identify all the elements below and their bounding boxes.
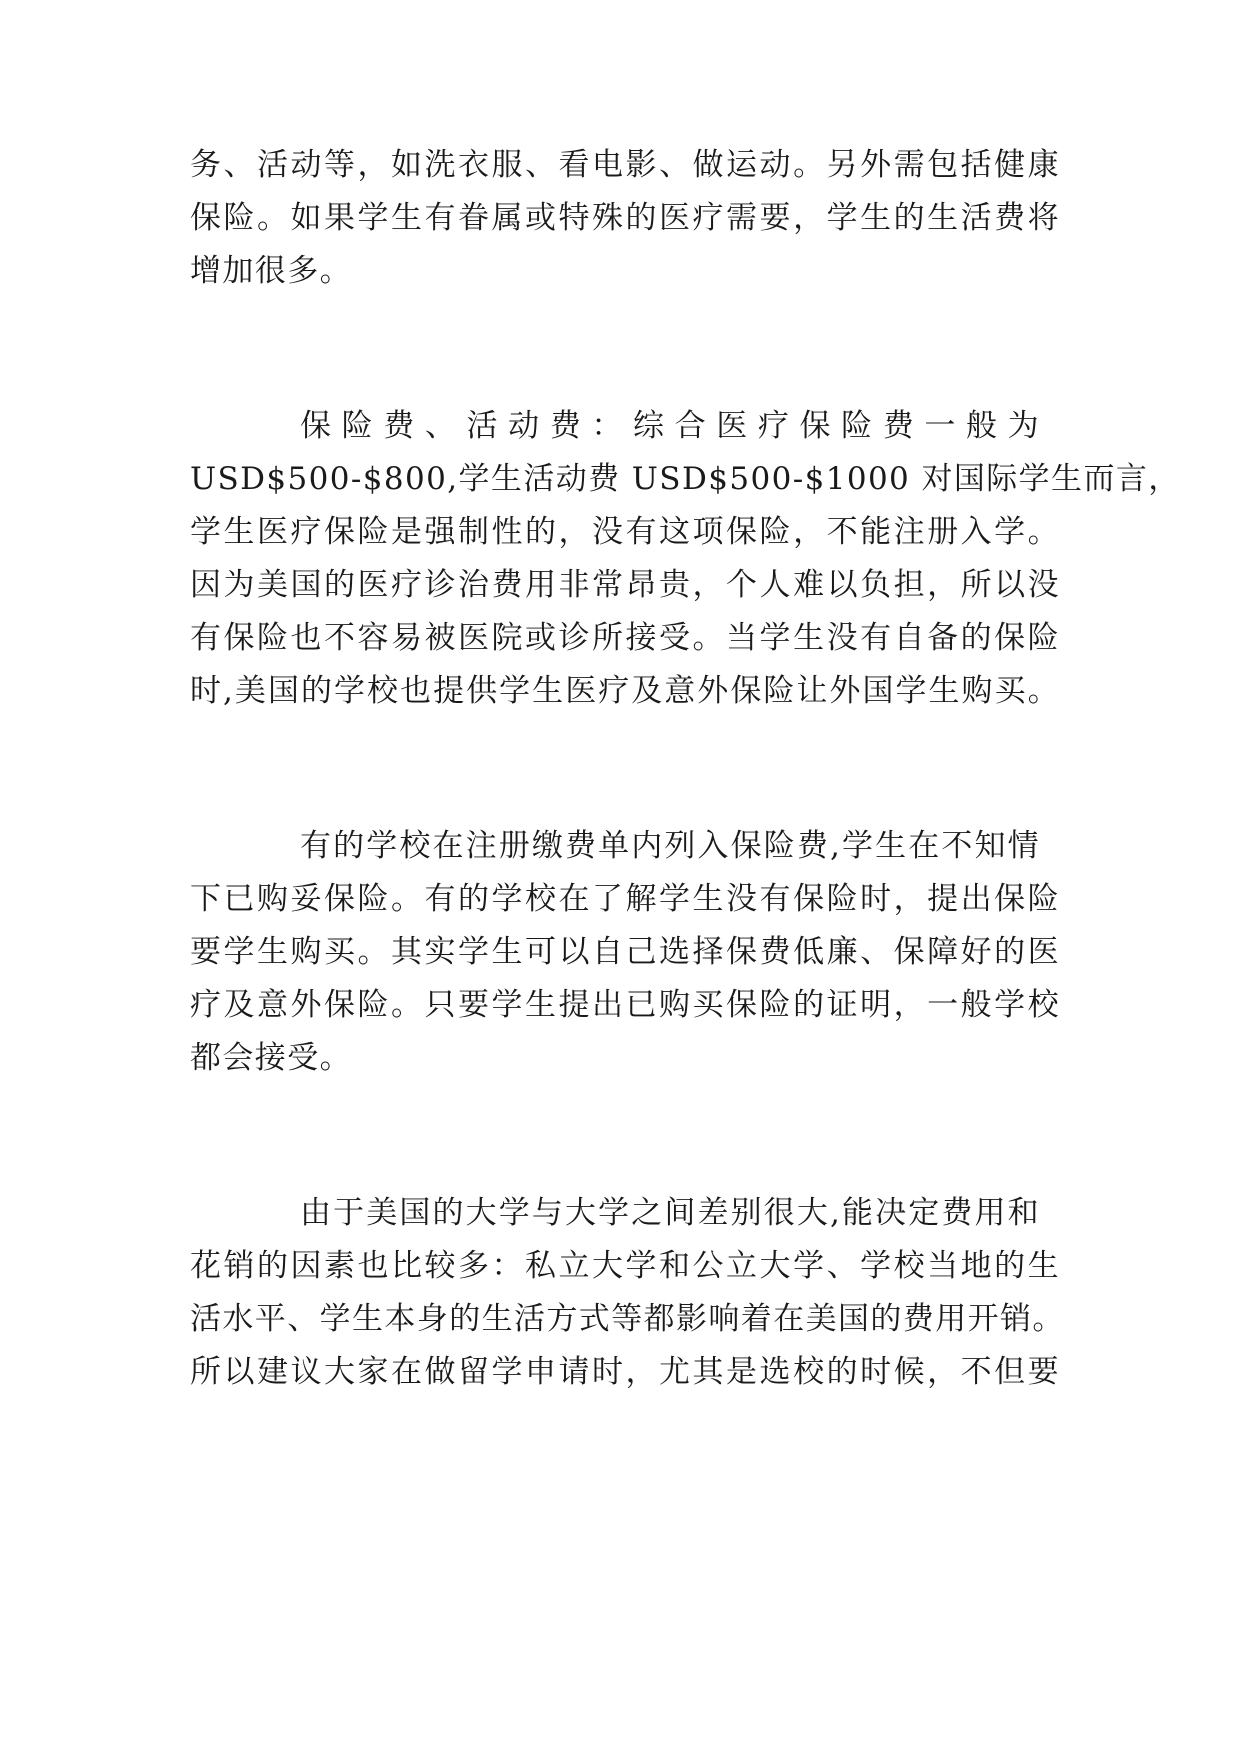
paragraph-line: 花销的因素也比较多：私立大学和公立大学、学校当地的生 (190, 1248, 1060, 1284)
paragraph-line: 要学生购买。其实学生可以自己选择保费低廉、保障好的医 (190, 934, 1060, 970)
paragraph-line: 因为美国的医疗诊治费用非常昂贵，个人难以负担，所以没 (190, 567, 1060, 603)
paragraph-line: 疗及意外保险。只要学生提出已购买保险的证明，一般学校 (190, 987, 1060, 1023)
paragraph-line: 下已购妥保险。有的学校在了解学生没有保险时，提出保险 (190, 881, 1060, 917)
paragraph-first-line: 保险费、活动费：综合医疗保险费一般为 (300, 408, 1040, 444)
paragraph-line: USD$500-$800,学生活动费 USD$500-$1000 对国际学生而言， (190, 461, 1181, 497)
paragraph-line: 保险。如果学生有眷属或特殊的医疗需要，学生的生活费将 (190, 200, 1060, 236)
paragraph-line: 所以建议大家在做留学申请时，尤其是选校的时候，不但要 (190, 1354, 1060, 1390)
paragraph-line: 学生医疗保险是强制性的，没有这项保险，不能注册入学。 (190, 514, 1060, 550)
paragraph-line: 都会接受。 (190, 1040, 352, 1076)
paragraph-first-line: 由于美国的大学与大学之间差别很大,能决定费用和 (300, 1195, 1040, 1231)
paragraph-line: 活水平、学生本身的生活方式等都影响着在美国的费用开销。 (190, 1301, 1065, 1337)
paragraph-line: 时,美国的学校也提供学生医疗及意外保险让外国学生购买。 (190, 673, 1060, 709)
paragraph-line: 有保险也不容易被医院或诊所接受。当学生没有自备的保险 (190, 620, 1060, 656)
paragraph-line: 务、活动等，如洗衣服、看电影、做运动。另外需包括健康 (190, 147, 1060, 183)
paragraph-first-line: 有的学校在注册缴费单内列入保险费,学生在不知情 (300, 828, 1040, 864)
paragraph-line: 增加很多。 (190, 253, 352, 289)
